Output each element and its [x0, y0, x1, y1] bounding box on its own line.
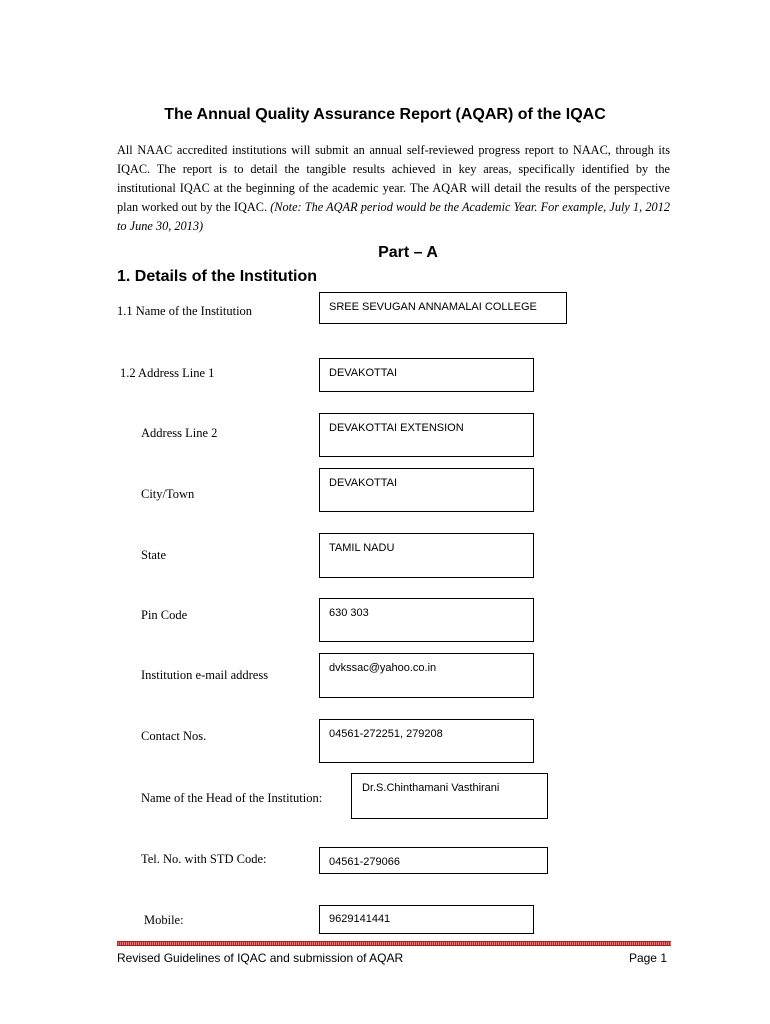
name-field[interactable]: SREE SEVUGAN ANNAMALAI COLLEGE [319, 292, 567, 324]
intro-note: (Note: The AQAR period would be the Academic Year. For example, July 1, 2012 to June 30, 2013) [117, 200, 671, 233]
intro-paragraph [117, 141, 670, 236]
tel-label: Tel. No. with STD Code: [141, 852, 267, 866]
footer-left-text: Revised Guidelines of IQAC and submission of AQAR [117, 951, 404, 965]
city-field[interactable]: DEVAKOTTAI [319, 468, 534, 512]
footer-divider [117, 941, 671, 946]
contact-label: Contact Nos. [141, 729, 207, 743]
address1-field[interactable]: DEVAKOTTAI [319, 358, 534, 392]
state-field[interactable]: TAMIL NADU [319, 533, 534, 578]
state-label: State [141, 548, 166, 562]
pin-label: Pin Code [141, 608, 188, 622]
intro-text: All NAAC accredited institutions will submit an annual self-reviewed progress report to NAAC, through its IQAC. The report is to detail the tangible results achieved in key areas, specifically identified by the institutional IQAC at the beginning of the academic year. The AQAR will detail the results of the perspective plan worked out by the IQAC. [117, 143, 670, 214]
mobile-label: Mobile: [144, 913, 184, 927]
pin-field[interactable]: 630 303 [319, 598, 534, 642]
tel-field[interactable]: 04561-279066 [319, 847, 548, 874]
email-field[interactable]: dvkssac@yahoo.co.in [319, 653, 534, 698]
address2-label: Address Line 2 [141, 426, 218, 440]
head-label: Name of the Head of the Institution: [141, 791, 323, 805]
address2-field[interactable]: DEVAKOTTAI EXTENSION [319, 413, 534, 457]
city-label: City/Town [141, 487, 195, 501]
page-number: Page 1 [628, 951, 667, 965]
document-title: The Annual Quality Assurance Report (AQAR) of the IQAC [164, 106, 606, 123]
head-field[interactable]: Dr.S.Chinthamani Vasthirani [351, 773, 548, 819]
email-label: Institution e-mail address [141, 668, 269, 682]
part-heading: Part – A [378, 244, 438, 261]
mobile-field[interactable]: 9629141441 [319, 905, 534, 934]
address1-label: 1.2 Address Line 1 [120, 366, 215, 380]
name-label: 1.1 Name of the Institution [117, 304, 253, 318]
contact-field[interactable]: 04561-272251, 279208 [319, 719, 534, 763]
section-heading: 1. Details of the Institution [117, 268, 318, 285]
